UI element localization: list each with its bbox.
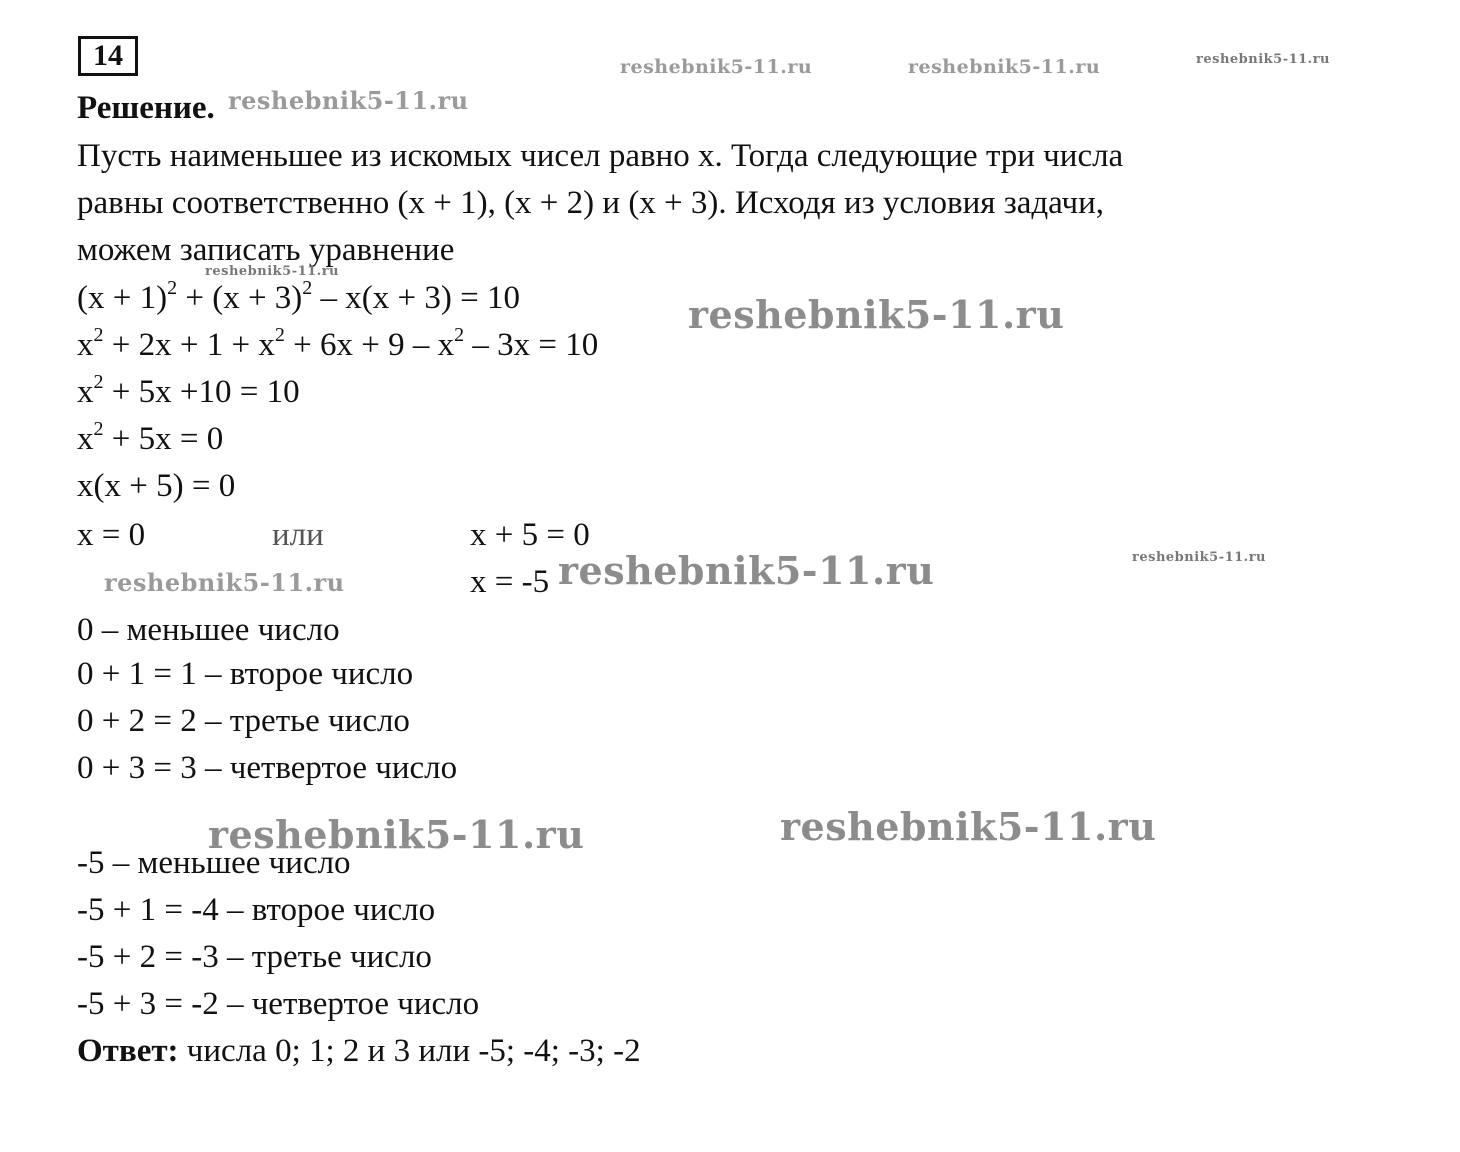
root-2-equation: x + 5 = 0: [470, 517, 590, 553]
root-2-value: x = -5: [470, 564, 550, 600]
watermark: reshebnik5-11.ru: [688, 292, 1065, 337]
watermark: reshebnik5-11.ru: [1132, 550, 1267, 565]
case1-line-3: 0 + 2 = 2 – третье число: [77, 703, 410, 739]
watermark: reshebnik5-11.ru: [780, 804, 1157, 849]
equation-2: $x^2 + 2x + 1 + x^2 + 6x + 9 - x^2 - 3x = 10$: [77, 324, 599, 363]
case1-line-4: 0 + 3 = 3 – четвертое число: [77, 750, 458, 786]
answer-label: Ответ:: [77, 1033, 179, 1069]
intro-line-3: можем записать уравнение: [77, 232, 455, 268]
watermark: reshebnik5-11.ru: [620, 56, 813, 78]
watermark: reshebnik5-11.ru: [104, 568, 345, 597]
solution-heading: Решение.: [77, 90, 215, 126]
root-1: x = 0: [77, 517, 146, 553]
answer-text: числа 0; 1; 2 и 3 или -5; -4; -3; -2: [178, 1033, 641, 1069]
case2-line-1: -5 – меньшее число: [77, 845, 351, 881]
equation-3: $x^2 + 5x +10 = 10$: [77, 371, 300, 410]
watermark: reshebnik5-11.ru: [558, 548, 935, 593]
watermark: reshebnik5-11.ru: [205, 264, 340, 279]
intro-line-1: Пусть наименьшее из искомых чисел равно x. Тогда следующие три числа: [77, 138, 1124, 174]
intro-line-2: равны соответственно (x + 1), (x + 2) и (x + 3). Исходя из условия задачи,: [77, 185, 1104, 221]
or-word: или: [272, 517, 324, 553]
equation-1: $(x + 1)^2 + (x + 3)^2 - x(x + 3) = 10$: [77, 277, 520, 316]
case1-line-2: 0 + 1 = 1 – второе число: [77, 656, 414, 692]
watermark: reshebnik5-11.ru: [908, 56, 1101, 78]
case1-line-1: 0 – меньшее число: [77, 612, 340, 648]
case2-line-3: -5 + 2 = -3 – третье число: [77, 939, 432, 975]
equation-4: $x^2 + 5x = 0$: [77, 418, 224, 457]
watermark: reshebnik5-11.ru: [1196, 52, 1331, 67]
task-number-box: 14: [78, 36, 138, 76]
case2-line-4: -5 + 3 = -2 – четвертое число: [77, 986, 480, 1022]
answer-line: [77, 1031, 641, 1071]
watermark: reshebnik5-11.ru: [208, 812, 585, 857]
case2-line-2: -5 + 1 = -4 – второе число: [77, 892, 436, 928]
watermark: reshebnik5-11.ru: [228, 86, 469, 115]
equation-5: x(x + 5) = 0: [77, 468, 236, 504]
